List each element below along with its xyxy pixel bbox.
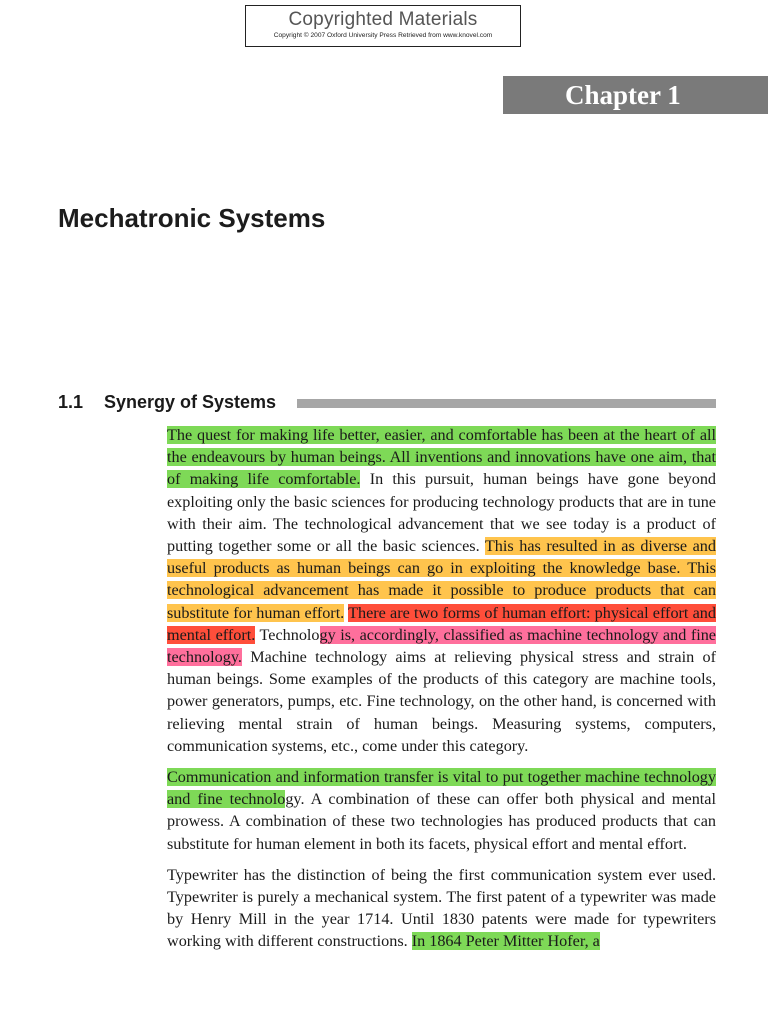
text-run: Typewriter has the distinction of being the first communication system ever used. Typewriter is purely a mechanical system. The first patent of a typewriter was made by Henry Mill in the year 1714. Until 1830 patents were made for typewriters working with different constructions. [167,865,716,951]
section-heading [58,390,716,414]
paragraph-3 [167,864,716,953]
chapter-label: Chapter 1 [503,76,768,114]
highlight-green: Communication and information transfer is vital to put together machine technology and fine technolo [167,768,716,809]
copyright-title: Copyrighted Materials [288,9,478,30]
text-run: gy. A combination of these can offer both physical and mental prowess. A combination of these two technologies has produced products that can substitute for human element in both its facets, physical effort and mental effort. [167,790,716,853]
section-number: 1.1 [58,391,84,412]
section-title: Synergy of Systems [104,391,277,412]
chapter-title: Mechatronic Systems [58,203,326,233]
text-run: In this pursuit, human beings have gone beyond exploiting only the basic sciences for producing technology products that are in tune with their aim. The technological advancement that we see today is a product of putting together some or all the basic sciences. [167,470,717,556]
text-run: Technolo [255,625,320,644]
section-rule [297,399,716,408]
text-run: Machine technology aims at relieving physical stress and strain of human beings. Some examples of the products of this category are machine tools, power generators, pumps, etc. Fine technology, on the other hand, is concerned with relieving mental strain of human beings. Measuring systems, computers, communication systems, etc., come under this category. [167,648,716,755]
highlight-red: There are two forms of human effort: physical effort and mental effort. [167,603,716,644]
highlight-yellow: This has resulted in as diverse and useful products as human beings can go in exploiting the knowledge base. This technological advancement has made it possible to produce products that can substitute for human effort. [167,537,716,622]
highlight-pink: gy is, accordingly, classified as machine technology and fine technology. [167,625,716,667]
highlight-green: In 1864 Peter Mitter Hofer, a [411,932,600,951]
paragraph-1 [167,424,716,757]
paragraph-2 [167,766,716,855]
copyright-stamp [245,5,521,47]
highlight-green: The quest for making life better, easier, and comfortable has been at the heart of all the endeavours by human beings. All inventions and innovations have one aim, that of making life comfortable. [167,426,716,489]
body-text [167,424,716,962]
copyright-notice: Copyright © 2007 Oxford University Press Retrieved from www.knovel.com [273,32,493,39]
